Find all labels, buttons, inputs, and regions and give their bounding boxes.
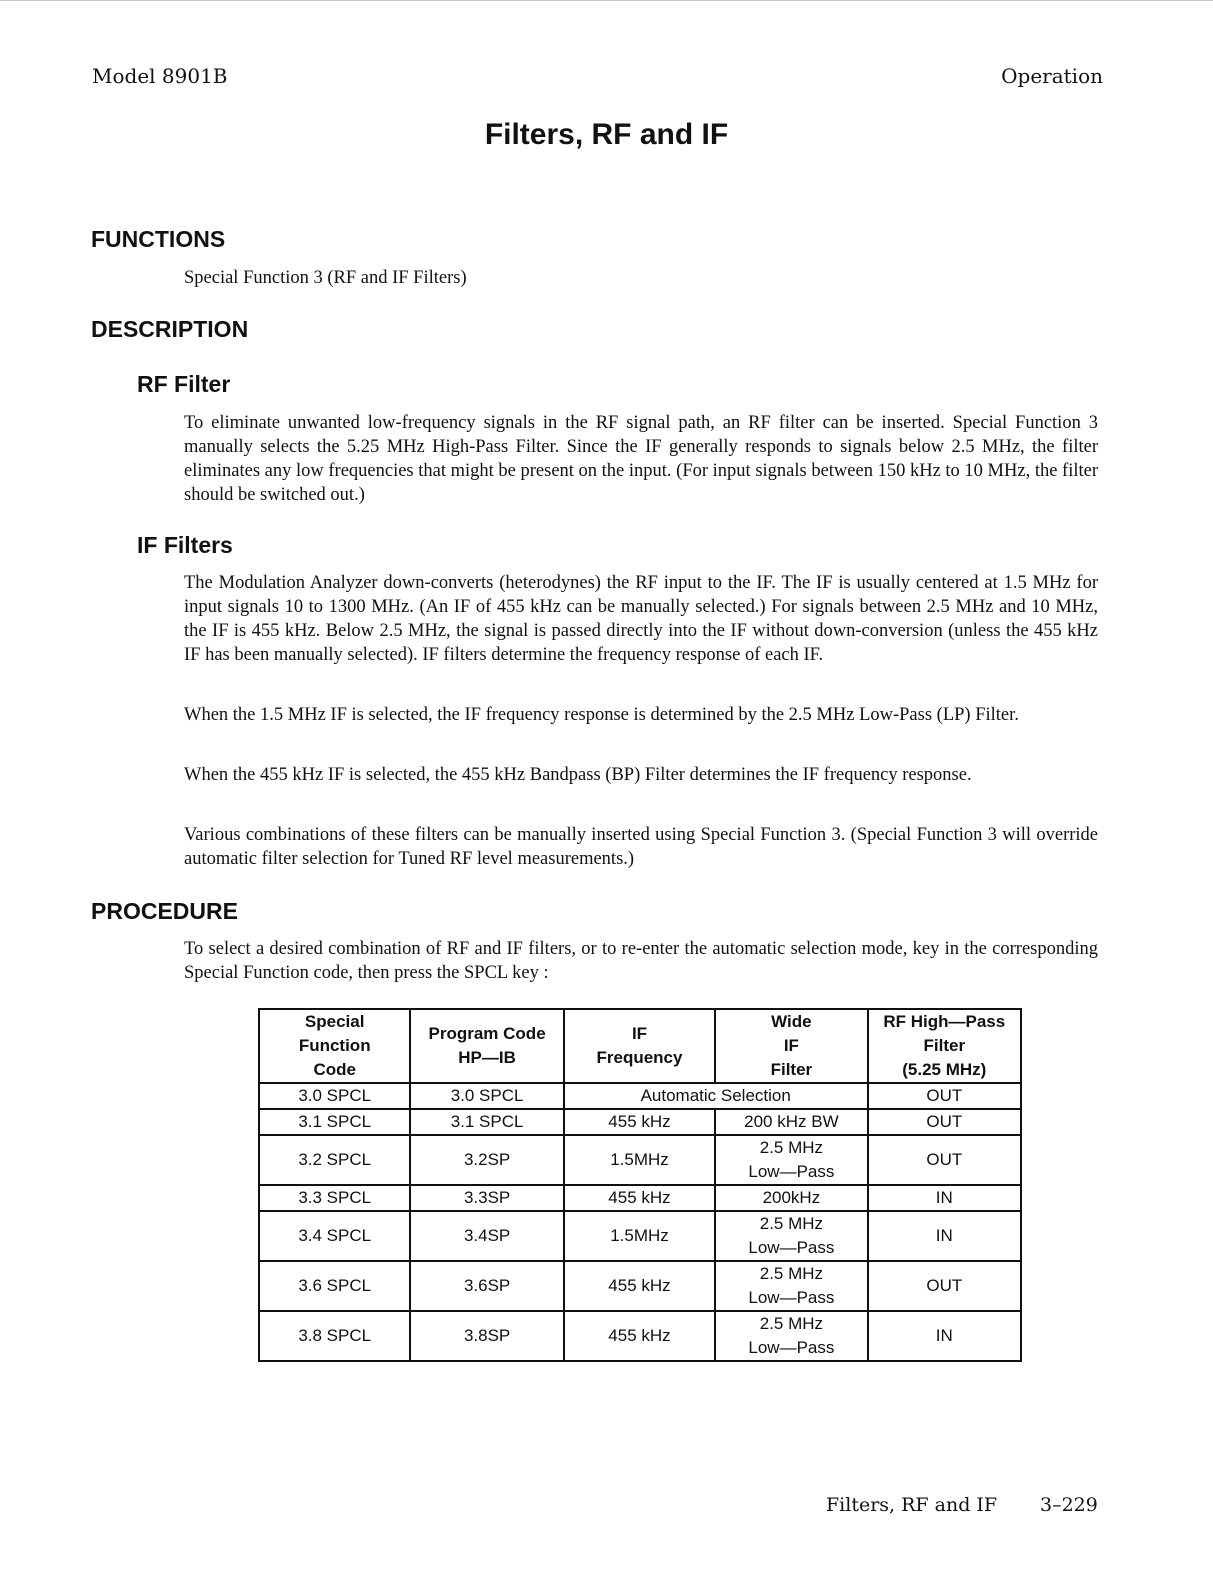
cell-if-frequency: 455 kHz xyxy=(564,1261,715,1311)
header-line: Special xyxy=(304,1012,365,1031)
if-filters-paragraph-1: The Modulation Analyzer down-converts (heterodynes) the RF input to the IF. The IF is usually centered at 1.5 MHz for input signals 10 to 1300 MHz. (An IF of 455 kHz can be manually selected.) For signals between 2.5 MHz and 10 MHz, the IF is 455 kHz. Below 2.5 MHz, the signal is passed directly into the IF without down-conversion (unless the 455 kHz IF has been manually selected). IF filters determine the frequency response of each IF. xyxy=(184,573,1098,665)
header-line: RF High—Pass xyxy=(883,1012,1006,1031)
cell-code: 3.1 SPCL xyxy=(259,1109,410,1135)
header-line: Program Code xyxy=(428,1024,546,1043)
cell-wide-if-filter: 200 kHz BW xyxy=(715,1109,867,1135)
cell-program: 3.6SP xyxy=(410,1261,563,1311)
cell-line: Low—Pass xyxy=(748,1288,835,1307)
header-line: (5.25 MHz) xyxy=(902,1060,987,1079)
header-line: Filter xyxy=(923,1036,966,1055)
cell-code: 3.3 SPCL xyxy=(259,1185,410,1211)
cell-program: 3.0 SPCL xyxy=(410,1083,563,1109)
page-top-rule xyxy=(0,0,1213,1)
cell-program: 3.8SP xyxy=(410,1311,563,1361)
rf-filter-heading: RF Filter xyxy=(137,371,231,397)
cell-if-frequency: 1.5MHz xyxy=(564,1135,715,1185)
table-row xyxy=(259,1083,1021,1109)
cell-line: 2.5 MHz xyxy=(759,1138,824,1157)
column-header-wide-if-filter xyxy=(715,1009,867,1083)
cell-line: Low—Pass xyxy=(748,1162,835,1181)
cell-program: 3.2SP xyxy=(410,1135,563,1185)
column-header-rf-highpass-filter xyxy=(868,1009,1021,1083)
cell-rf-filter: OUT xyxy=(868,1083,1021,1109)
cell-wide-if-filter xyxy=(715,1135,867,1185)
cell-if-frequency: 1.5MHz xyxy=(564,1211,715,1261)
cell-line: Low—Pass xyxy=(748,1338,835,1357)
cell-rf-filter: IN xyxy=(868,1211,1021,1261)
header-line: Code xyxy=(313,1060,356,1079)
cell-rf-filter: OUT xyxy=(868,1261,1021,1311)
footer-section-title: Filters, RF and IF xyxy=(826,1494,998,1516)
cell-rf-filter: OUT xyxy=(868,1135,1021,1185)
cell-if-frequency: 455 kHz xyxy=(564,1109,715,1135)
header-line: Filter xyxy=(770,1060,813,1079)
header-line: Frequency xyxy=(596,1048,683,1067)
footer-page-number: 3–229 xyxy=(1040,1494,1098,1516)
header-line: IF xyxy=(631,1024,648,1043)
header-line: Wide xyxy=(771,1012,812,1031)
cell-line: 2.5 MHz xyxy=(759,1314,824,1333)
cell-line: Low—Pass xyxy=(748,1238,835,1257)
cell-line: 2.5 MHz xyxy=(759,1214,824,1233)
cell-rf-filter: OUT xyxy=(868,1109,1021,1135)
if-filters-paragraph-2: When the 1.5 MHz IF is selected, the IF frequency response is determined by the 2.5 MHz Low-Pass (LP) Filter. xyxy=(184,705,1019,725)
cell-wide-if-filter: 200kHz xyxy=(715,1185,867,1211)
cell-program: 3.1 SPCL xyxy=(410,1109,563,1135)
running-header-section: Operation xyxy=(1001,64,1103,88)
table-header-row xyxy=(259,1009,1021,1083)
if-filters-heading: IF Filters xyxy=(137,532,233,558)
cell-rf-filter: IN xyxy=(868,1185,1021,1211)
cell-wide-if-filter xyxy=(715,1261,867,1311)
table-row xyxy=(259,1109,1021,1135)
if-filters-paragraph-3: When the 455 kHz IF is selected, the 455 kHz Bandpass (BP) Filter determines the IF frequency response. xyxy=(184,765,972,785)
cell-if-frequency: 455 kHz xyxy=(564,1311,715,1361)
cell-wide-if-filter xyxy=(715,1311,867,1361)
cell-if-frequency: 455 kHz xyxy=(564,1185,715,1211)
table-row xyxy=(259,1261,1021,1311)
procedure-paragraph: To select a desired combination of RF and IF filters, or to re-enter the automatic selection mode, key in the corresponding Special Function code, then press the SPCL key : xyxy=(184,939,1098,983)
cell-program: 3.3SP xyxy=(410,1185,563,1211)
column-header-if-frequency xyxy=(564,1009,715,1083)
cell-line: 2.5 MHz xyxy=(759,1264,824,1283)
header-line: Function xyxy=(298,1036,371,1055)
cell-code: 3.4 SPCL xyxy=(259,1211,410,1261)
header-line: IF xyxy=(783,1036,799,1055)
cell-rf-filter: IN xyxy=(868,1311,1021,1361)
table-row xyxy=(259,1311,1021,1361)
column-header-program-code xyxy=(410,1009,563,1083)
header-line: HP—IB xyxy=(458,1048,516,1067)
cell-wide-if-filter xyxy=(715,1211,867,1261)
if-filters-paragraph-4: Various combinations of these filters can be manually inserted using Special Function 3. (Special Function 3 will override automatic filter selection for Tuned RF level measurements.) xyxy=(184,825,1098,869)
cell-code: 3.2 SPCL xyxy=(259,1135,410,1185)
description-heading: DESCRIPTION xyxy=(91,316,249,342)
cell-code: 3.0 SPCL xyxy=(259,1083,410,1109)
rf-filter-paragraph: To eliminate unwanted low-frequency signals in the RF signal path, an RF filter can be inserted. Special Function 3 manually selects the 5.25 MHz High-Pass Filter. Since the IF generally responds to signals below 2.5 MHz, the filter eliminates any low frequencies that might be present on the input. (For input signals between 150 kHz to 10 MHz, the filter should be switched out.) xyxy=(184,413,1098,505)
cell-program: 3.4SP xyxy=(410,1211,563,1261)
cell-automatic-selection: Automatic Selection xyxy=(564,1083,868,1109)
procedure-heading: PROCEDURE xyxy=(91,898,238,924)
functions-text: Special Function 3 (RF and IF Filters) xyxy=(184,268,467,288)
table-row xyxy=(259,1211,1021,1261)
column-header-special-function xyxy=(259,1009,410,1083)
table-row xyxy=(259,1135,1021,1185)
table-row xyxy=(259,1185,1021,1211)
page-title: Filters, RF and IF xyxy=(484,118,729,151)
functions-heading: FUNCTIONS xyxy=(91,226,226,252)
cell-code: 3.6 SPCL xyxy=(259,1261,410,1311)
cell-code: 3.8 SPCL xyxy=(259,1311,410,1361)
special-function-table xyxy=(258,1008,1022,1362)
running-header-model: Model 8901B xyxy=(92,64,228,88)
